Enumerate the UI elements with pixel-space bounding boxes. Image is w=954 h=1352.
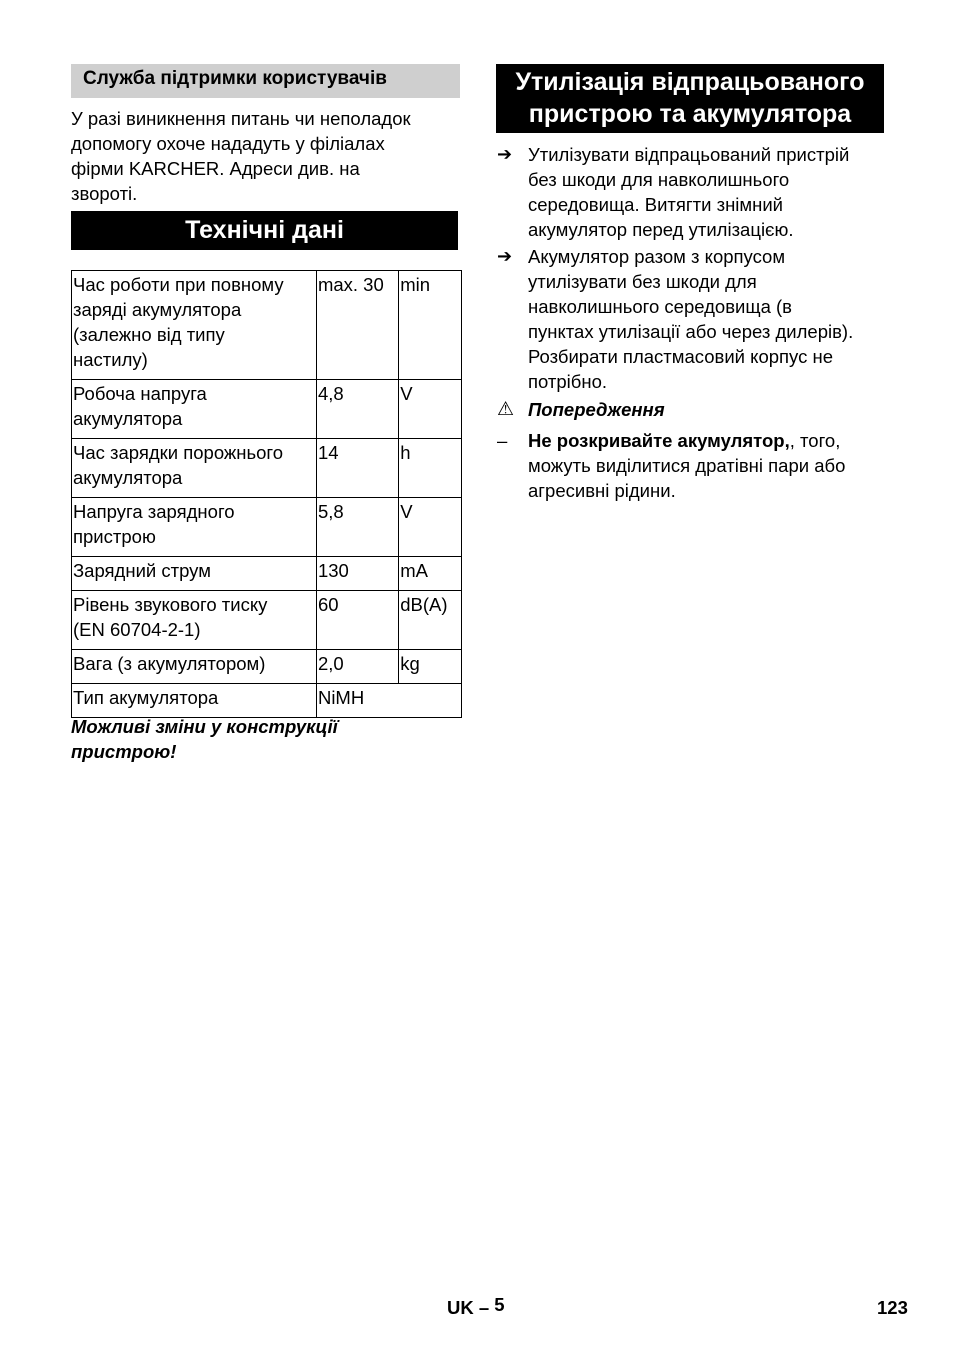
table-row	[72, 557, 462, 591]
spec-unit: dB(A)	[399, 591, 462, 650]
disposal-bullets	[497, 142, 897, 394]
note-line: пристрою!	[71, 741, 177, 762]
spec-label: Час зарядки порожнього акумулятора	[72, 439, 317, 498]
warning-line: агресивні рідини.	[528, 480, 676, 501]
spec-label: Зарядний струм	[72, 557, 317, 591]
page-number: 123	[877, 1297, 908, 1318]
arrow-right-icon: ➔	[497, 144, 513, 164]
spec-value: 2,0	[316, 650, 398, 684]
spec-label: Напруга зарядного пристрою	[72, 498, 317, 557]
arrow-right-icon: ➔	[497, 246, 513, 266]
table-row	[72, 271, 462, 380]
heading-line: Утилізація відпрацьованого	[515, 68, 865, 96]
spec-unit: V	[399, 380, 462, 439]
page-footer-label	[447, 1294, 505, 1319]
note-line: Можливі зміни у конструкції	[71, 716, 338, 737]
spec-unit: mA	[399, 557, 462, 591]
disposal-heading	[496, 64, 884, 133]
spec-label: Тип акумулятора	[72, 684, 317, 718]
spec-value: 4,8	[316, 380, 398, 439]
section-number: 5	[494, 1294, 505, 1315]
spec-value: 130	[316, 557, 398, 591]
spec-unit: V	[399, 498, 462, 557]
warning-triangle-icon: ⚠	[497, 399, 515, 420]
spec-unit: kg	[399, 650, 462, 684]
spec-unit: h	[399, 439, 462, 498]
spec-value: max. 30	[316, 271, 398, 380]
language-label: UK –	[447, 1297, 490, 1318]
spec-value: 14	[316, 439, 398, 498]
service-paragraph	[71, 106, 461, 206]
table-row	[72, 380, 462, 439]
table-row	[72, 684, 462, 718]
design-change-note	[71, 714, 461, 764]
spec-table	[71, 270, 462, 718]
spec-value: 60	[316, 591, 398, 650]
spec-label: Час роботи при повному заряді акумулятора (залежно від типу настилу)	[72, 271, 317, 380]
warning-text: , того,	[789, 430, 841, 451]
spec-label: Вага (з акумулятором)	[72, 650, 317, 684]
table-row	[72, 650, 462, 684]
list-item: ➔ Акумулятор разом з корпусом утилізувати без шкоди для навколишнього середовища (в пунктах утилізації або через дилерів). Розбирати пластмасовий корпус не потрібно.	[497, 246, 854, 392]
service-line: звороті.	[71, 183, 138, 204]
service-line: фірми KARCHER. Адреси див. на	[71, 158, 360, 179]
spec-value: NiMH	[316, 684, 461, 718]
spec-label: Робоча напруга акумулятора	[72, 380, 317, 439]
warning-header	[497, 398, 665, 421]
list-item: ➔ Утилізувати відпрацьований пристрій без шкоди для навколишнього середовища. Витягти знімний акумулятор перед утилізацією.	[497, 144, 850, 240]
tech-data-heading: Технічні дані	[71, 211, 458, 250]
table-row	[72, 591, 462, 650]
warning-title: Попередження	[528, 398, 665, 420]
spec-unit: min	[399, 271, 462, 380]
table-row	[72, 498, 462, 557]
warning-item	[497, 428, 897, 503]
service-line: допомогу охоче нададуть у філіалах	[71, 133, 385, 154]
warning-line: можуть виділитися дратівні пари або	[528, 455, 846, 476]
warning-bold-text: Не розкривайте акумулятор,	[528, 430, 790, 451]
heading-line: пристрою та акумулятора	[528, 100, 852, 128]
service-line: У разі виникнення питань чи неполадок	[71, 108, 411, 129]
dash-icon: –	[497, 430, 508, 451]
spec-value: 5,8	[316, 498, 398, 557]
spec-label: Рівень звукового тиску (EN 60704-2-1)	[72, 591, 317, 650]
service-heading: Служба підтримки користувачів	[71, 64, 460, 98]
table-row	[72, 439, 462, 498]
